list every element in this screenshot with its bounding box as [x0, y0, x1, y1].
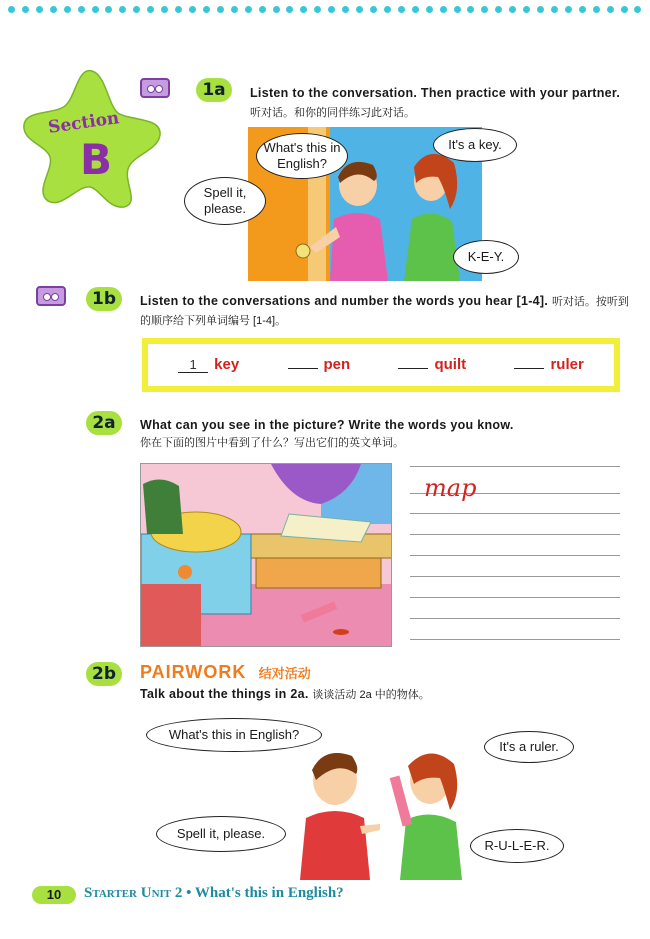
speech-bubble: It's a ruler.: [484, 731, 574, 763]
pairwork-heading: [140, 662, 311, 683]
word-item: [514, 356, 583, 374]
section-word: Section: [46, 108, 121, 138]
word-item: [288, 356, 351, 374]
example-answer[interactable]: map: [424, 474, 477, 502]
speech-bubble: It's a key.: [433, 128, 517, 162]
answer-blank[interactable]: [398, 368, 428, 369]
instruction-zh: 听对话。按听到的顺序给下列单词编号 [1-4]。: [140, 296, 629, 327]
page-number: 10: [32, 886, 76, 904]
writing-line: [410, 576, 620, 577]
instruction-2b: [140, 686, 430, 702]
word-label: ruler: [550, 356, 584, 373]
word-item: [398, 356, 466, 374]
unit-label: Starter Unit 2: [84, 885, 183, 901]
writing-line: [410, 618, 620, 619]
answer-blank[interactable]: [514, 368, 544, 369]
instruction-2a: [140, 416, 630, 452]
unit-title: What's this in English?: [194, 885, 344, 901]
exercise-number: 2a: [86, 411, 122, 435]
audio-tape-icon[interactable]: [36, 286, 66, 306]
pairwork-zh: 结对活动: [258, 666, 311, 681]
instruction-1a: [250, 84, 630, 123]
answer-blank[interactable]: 1: [178, 357, 208, 373]
speech-bubble: Spell it, please.: [184, 177, 266, 225]
exercise-number: 1b: [86, 287, 122, 311]
word-item: [178, 356, 239, 374]
instruction-text: What can you see in the picture? Write the words you know.: [140, 418, 514, 432]
instruction-text: Listen to the conversations and number the words you hear [1-4].: [140, 294, 549, 308]
word-box: [142, 338, 620, 392]
writing-line: [410, 513, 620, 514]
instruction-text: Talk about the things in 2a.: [140, 687, 309, 701]
instruction-zh: 谈谈活动 2a 中的物体。: [312, 689, 430, 701]
writing-line: [410, 534, 620, 535]
footer-title: [84, 885, 344, 902]
bedroom-illustration: [140, 463, 392, 647]
writing-line: [410, 466, 620, 467]
top-dot-border: [8, 6, 642, 16]
writing-line: [410, 639, 620, 640]
audio-tape-icon[interactable]: [140, 78, 170, 98]
speech-bubble: K-E-Y.: [453, 240, 519, 274]
exercise-number: 2b: [86, 662, 122, 686]
word-label: quilt: [434, 356, 467, 373]
exercise-number: 1a: [196, 78, 232, 102]
speech-bubble: What's this in English?: [146, 718, 322, 752]
pairwork-illustration: [280, 740, 480, 880]
speech-bubble: Spell it, please.: [156, 816, 286, 852]
writing-line: [410, 597, 620, 598]
answer-blank[interactable]: [288, 368, 318, 369]
section-letter: B: [80, 135, 113, 184]
speech-bubble: What's this in English?: [256, 133, 348, 179]
word-label: pen: [323, 356, 351, 373]
instruction-text: Listen to the conversation. Then practice with your partner.: [250, 86, 621, 100]
instruction-1b: [140, 292, 630, 330]
word-label: key: [214, 356, 240, 373]
instruction-zh: 你在下面的图片中看到了什么？写出它们的英文单词。: [140, 437, 404, 449]
instruction-zh: 听对话。和你的同伴练习此对话。: [250, 107, 415, 119]
speech-bubble: R-U-L-E-R.: [470, 829, 564, 863]
footer-separator: •: [186, 885, 195, 901]
pairwork-label: PAIRWORK: [140, 662, 247, 682]
writing-line: [410, 555, 620, 556]
